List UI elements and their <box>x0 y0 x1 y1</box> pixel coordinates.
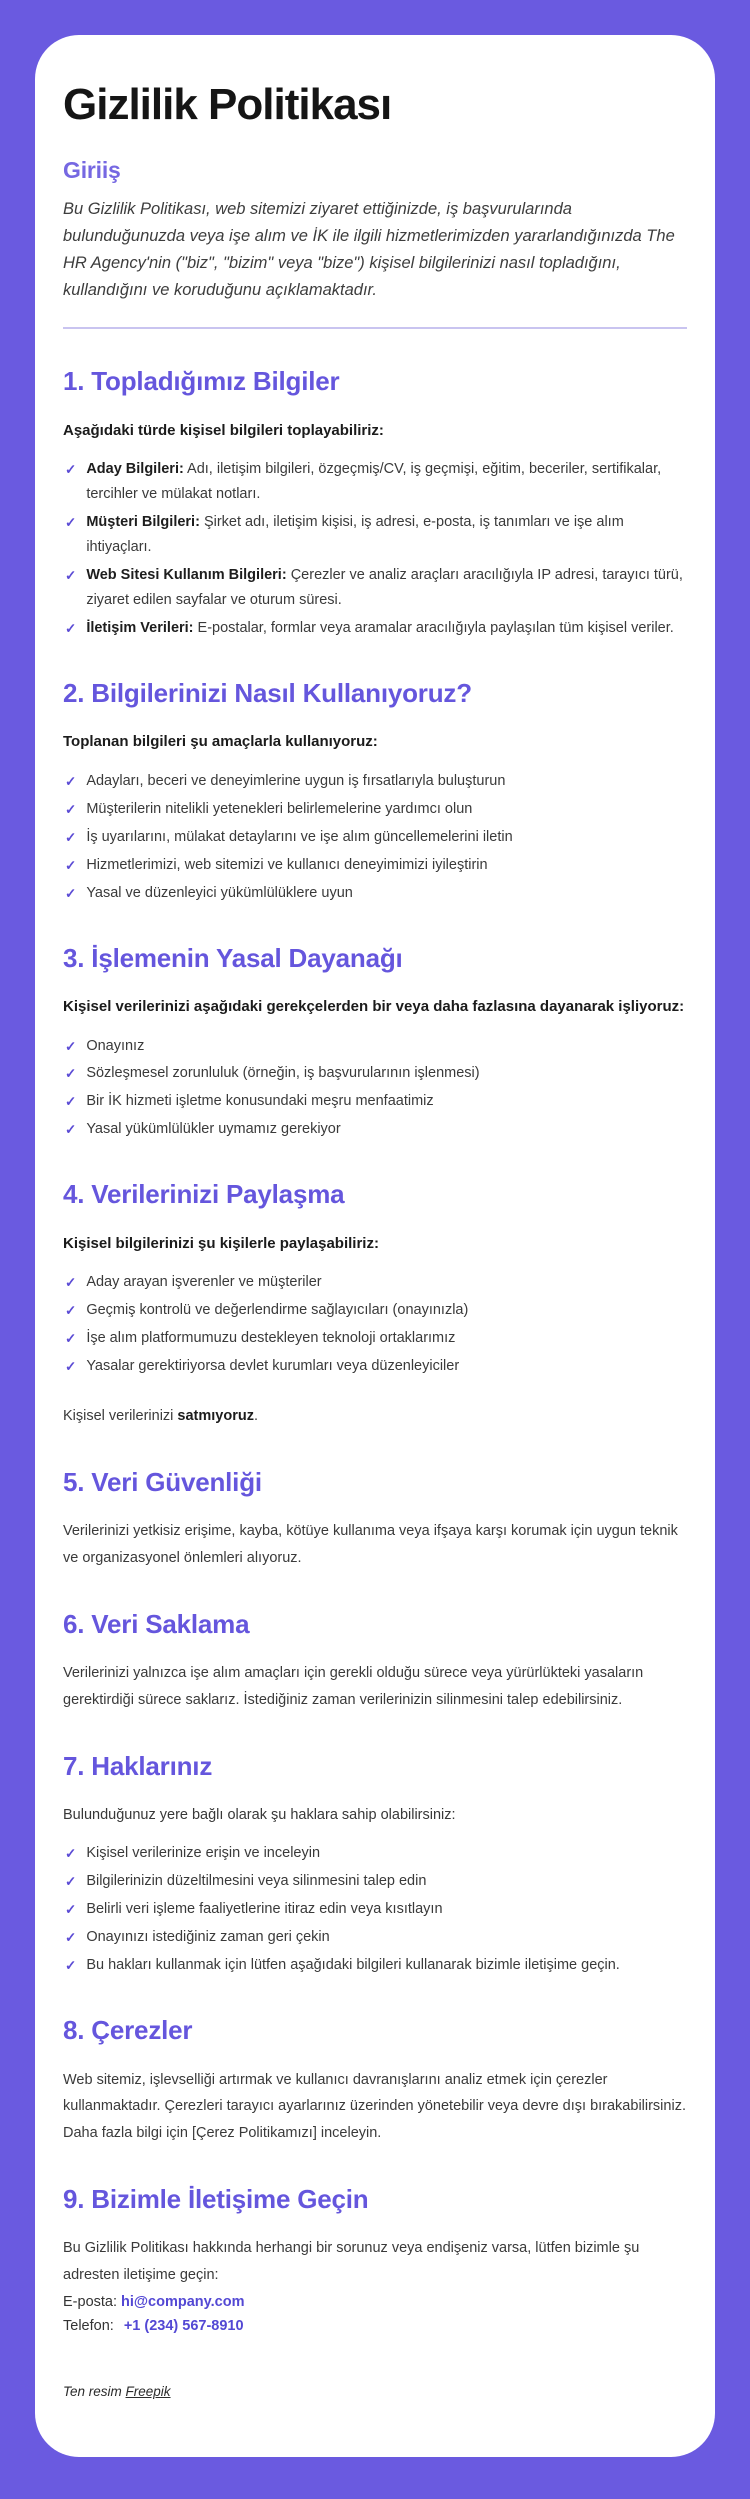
section-heading: 5. Veri Güvenliği <box>63 1466 262 1497</box>
policy-section-6 <box>63 1608 687 1714</box>
list-item <box>65 881 687 906</box>
list-item-text: Web Sitesi Kullanım Bilgileri: Çerezler ve analiz araçları aracılığıyla IP adresi, tarayıcı türü, ziyaret edilen sayfalar ve oturum süresi. <box>86 567 683 608</box>
check-icon: ✓ <box>65 829 77 845</box>
list-item <box>65 1034 687 1059</box>
list-item <box>65 797 687 822</box>
list-item-text: Sözleşmesel zorunluluk (örneğin, iş başvurularının işlenmesi) <box>86 1065 480 1082</box>
policy-section-5 <box>63 1466 687 1572</box>
list-item-text: İşe alım platformumuzu destekleyen teknoloji ortaklarımız <box>86 1330 456 1347</box>
list-item-label: Web Sitesi Kullanım Bilgileri: <box>86 567 287 584</box>
check-icon: ✓ <box>65 1331 77 1347</box>
section-heading: 1. Topladığımız Bilgiler <box>63 366 340 397</box>
list-item-label: Aday Bilgileri: <box>86 461 184 478</box>
section-lead: Toplanan bilgileri şu amaçlarla kullanıyoruz: <box>63 733 378 751</box>
checklist <box>63 1841 687 1978</box>
intro-heading: Giriiş <box>63 157 121 184</box>
check-icon: ✓ <box>65 1874 77 1890</box>
list-item <box>65 853 687 878</box>
list-item <box>65 1897 687 1922</box>
sections-container <box>63 365 687 2336</box>
contact-phone-row <box>63 2316 687 2337</box>
list-item-text: Belirli veri işleme faaliyetlerine itiraz edin veya kısıtlayın <box>86 1901 443 1918</box>
policy-section-7 <box>63 1750 687 1978</box>
list-item <box>65 1089 687 1114</box>
policy-section-8 <box>63 2014 687 2147</box>
check-icon: ✓ <box>65 1122 77 1138</box>
checklist <box>63 1034 687 1143</box>
list-item-label: Müşteri Bilgileri: <box>86 514 200 531</box>
list-item <box>65 1326 687 1351</box>
contact-email-row <box>63 2292 687 2313</box>
checklist <box>63 769 687 906</box>
list-item <box>65 510 687 560</box>
section-heading: 9. Bizimle İletişime Geçin <box>63 2183 369 2214</box>
check-icon: ✓ <box>65 1902 77 1918</box>
contact-email-link[interactable]: hi@company.com <box>121 2294 245 2311</box>
check-icon: ✓ <box>65 515 77 531</box>
list-item <box>65 1925 687 1950</box>
list-item-text: İletişim Verileri: E-postalar, formlar veya aramalar aracılığıyla paylaşılan tüm kişisel veriler. <box>86 619 674 636</box>
policy-section-9 <box>63 2183 687 2336</box>
list-item <box>65 1298 687 1323</box>
list-item <box>65 1061 687 1086</box>
list-item <box>65 1354 687 1379</box>
check-icon: ✓ <box>65 1094 77 1110</box>
page-title: Gizlilik Politikası <box>63 80 392 129</box>
privacy-policy-card <box>35 35 715 2457</box>
intro-paragraph: Bu Gizlilik Politikası, web sitemizi ziyaret ettiğinizde, iş başvurularında bulunduğunuzda veya işe alım ve İK ile ilgili hizmetlerimizden yararlandığınızda The HR Agency'nin ("biz", "bizim" veya "bize") kişisel bilgilerinizi nasıl topladığını, kullandığını ve koruduğunu açıklamaktadır. <box>63 200 675 299</box>
credit-link[interactable]: Freepik <box>125 2384 171 2400</box>
check-icon: ✓ <box>65 1846 77 1862</box>
list-item-text: Kişisel verilerinize erişin ve inceleyin <box>86 1845 321 1862</box>
list-item-text: Yasal ve düzenleyici yükümlülüklere uyun <box>86 884 353 901</box>
list-item-text: Yasal yükümlülükler uymamız gerekiyor <box>86 1121 341 1138</box>
policy-section-1 <box>63 365 687 641</box>
list-item-label: İletişim Verileri: <box>86 619 194 636</box>
credit-text: Ten resim <box>63 2384 126 2400</box>
list-item <box>65 1869 687 1894</box>
section-heading: 7. Haklarınız <box>63 1751 213 1782</box>
section-lead: Kişisel bilgilerinizi şu kişilerle paylaşabiliriz: <box>63 1234 379 1252</box>
note-text: Kişisel verilerinizi <box>63 1408 178 1425</box>
section-heading: 3. İşlemenin Yasal Dayanağı <box>63 942 403 973</box>
list-item-text: Aday Bilgileri: Adı, iletişim bilgileri, özgeçmiş/CV, iş geçmişi, eğitim, beceriler, sertifikalar, tercihler ve mülakat notları. <box>86 461 662 503</box>
checklist <box>63 457 687 641</box>
section-lead: Kişisel verilerinizi aşağıdaki gerekçelerden bir veya daha fazlasına dayanarak işliyoruz: <box>63 998 685 1016</box>
check-icon: ✓ <box>65 857 77 873</box>
policy-section-4 <box>63 1178 687 1430</box>
list-item <box>65 1841 687 1866</box>
check-icon: ✓ <box>65 1303 77 1319</box>
check-icon: ✓ <box>65 568 77 584</box>
list-item-text: Hizmetlerimizi, web sitemizi ve kullanıcı deneyimimizi iyileştirin <box>86 856 488 873</box>
policy-section-2 <box>63 677 687 906</box>
check-icon: ✓ <box>65 801 77 817</box>
list-item-text: Yasalar gerektiriyorsa devlet kurumları veya düzenleyiciler <box>86 1358 460 1375</box>
list-item <box>65 769 687 794</box>
image-credit <box>63 2384 687 2399</box>
checklist <box>63 1270 687 1379</box>
section-heading: 8. Çerezler <box>63 2015 193 2046</box>
section-heading: 6. Veri Saklama <box>63 1608 250 1639</box>
note-text: . <box>253 1408 259 1425</box>
check-icon: ✓ <box>65 1359 77 1375</box>
section-lead: Bulunduğunuz yere bağlı olarak şu haklara sahip olabilirsiniz: <box>63 1806 456 1823</box>
list-item-text: Onayınızı istediğiniz zaman geri çekin <box>86 1929 330 1946</box>
list-item-text: Geçmiş kontrolü ve değerlendirme sağlayıcıları (onayınızla) <box>86 1302 469 1319</box>
check-icon: ✓ <box>65 885 77 901</box>
list-item-text: Müşteri Bilgileri: Şirket adı, iletişim kişisi, iş adresi, e-posta, iş tanımları ve işe alım ihtiyaçları. <box>86 514 624 556</box>
contact-label: Telefon: <box>63 2317 118 2334</box>
list-item <box>65 1270 687 1295</box>
section-paragraph: Verilerinizi yalnızca işe alım amaçları için gerekli olduğu sürece veya yürürlükteki yasaların gerektirdiği sürece saklarız. İstediğiniz zaman verilerinizin silinmesini talep edebilirsiniz. <box>63 1665 644 1709</box>
list-item <box>65 457 687 507</box>
section-note <box>63 1403 687 1430</box>
list-item-text: Bu hakları kullanmak için lütfen aşağıdaki bilgileri kullanarak bizimle iletişime geçin. <box>86 1957 620 1974</box>
list-item-text: İş uyarılarını, mülakat detaylarını ve işe alım güncellemelerini iletin <box>86 828 513 845</box>
section-heading: 4. Verilerinizi Paylaşma <box>63 1179 345 1210</box>
note-bold-text: satmıyoruz <box>177 1408 254 1425</box>
list-item-text: Müşterilerin nitelikli yetenekleri belirlemelerine yardımcı olun <box>86 800 473 817</box>
list-item <box>65 1117 687 1142</box>
check-icon: ✓ <box>65 1958 77 1974</box>
list-item <box>65 616 687 641</box>
check-icon: ✓ <box>65 1066 77 1082</box>
list-item-text: Bir İK hizmeti işletme konusundaki meşru menfaatimiz <box>86 1093 434 1110</box>
list-item-text: Aday arayan işverenler ve müşteriler <box>86 1274 322 1291</box>
list-item <box>65 563 687 613</box>
section-lead: Aşağıdaki türde kişisel bilgileri toplayabiliriz: <box>63 421 384 439</box>
section-paragraph: Web sitemiz, işlevselliği artırmak ve kullanıcı davranışlarını analiz etmek için çerezler kullanmaktadır. Çerezleri tarayıcı ayarlarınız üzerinden yönetebilir veya devre dışı bırakabilirsiniz. Daha fazla bilgi için [Çerez Politikamızı] inceleyin. <box>63 2071 686 2142</box>
check-icon: ✓ <box>65 620 77 636</box>
list-item-text: Adayları, beceri ve deneyimlerine uygun iş fırsatlarıyla buluşturun <box>86 772 506 789</box>
check-icon: ✓ <box>65 1038 77 1054</box>
list-item <box>65 825 687 850</box>
contact-label: E-posta: <box>63 2294 122 2311</box>
policy-section-3 <box>63 942 687 1143</box>
list-item <box>65 1953 687 1978</box>
check-icon: ✓ <box>65 1275 77 1291</box>
section-paragraph: Bu Gizlilik Politikası hakkında herhangi bir sorunuz veya endişeniz varsa, lütfen bizimle şu adresten iletişime geçin: <box>63 2240 640 2284</box>
check-icon: ✓ <box>65 462 77 478</box>
check-icon: ✓ <box>65 773 77 789</box>
list-item-text: Bilgilerinizin düzeltilmesini veya silinmesini talep edin <box>86 1873 427 1890</box>
check-icon: ✓ <box>65 1930 77 1946</box>
divider <box>63 327 687 329</box>
contact-phone-link[interactable]: +1 (234) 567-8910 <box>123 2317 244 2334</box>
section-heading: 2. Bilgilerinizi Nasıl Kullanıyoruz? <box>63 677 472 708</box>
section-paragraph: Verilerinizi yetkisiz erişime, kayba, kötüye kullanıma veya ifşaya karşı korumak için uygun teknik ve organizasyonel önlemleri alıyoruz. <box>63 1523 678 1567</box>
list-item-text: Onayınız <box>86 1037 145 1054</box>
